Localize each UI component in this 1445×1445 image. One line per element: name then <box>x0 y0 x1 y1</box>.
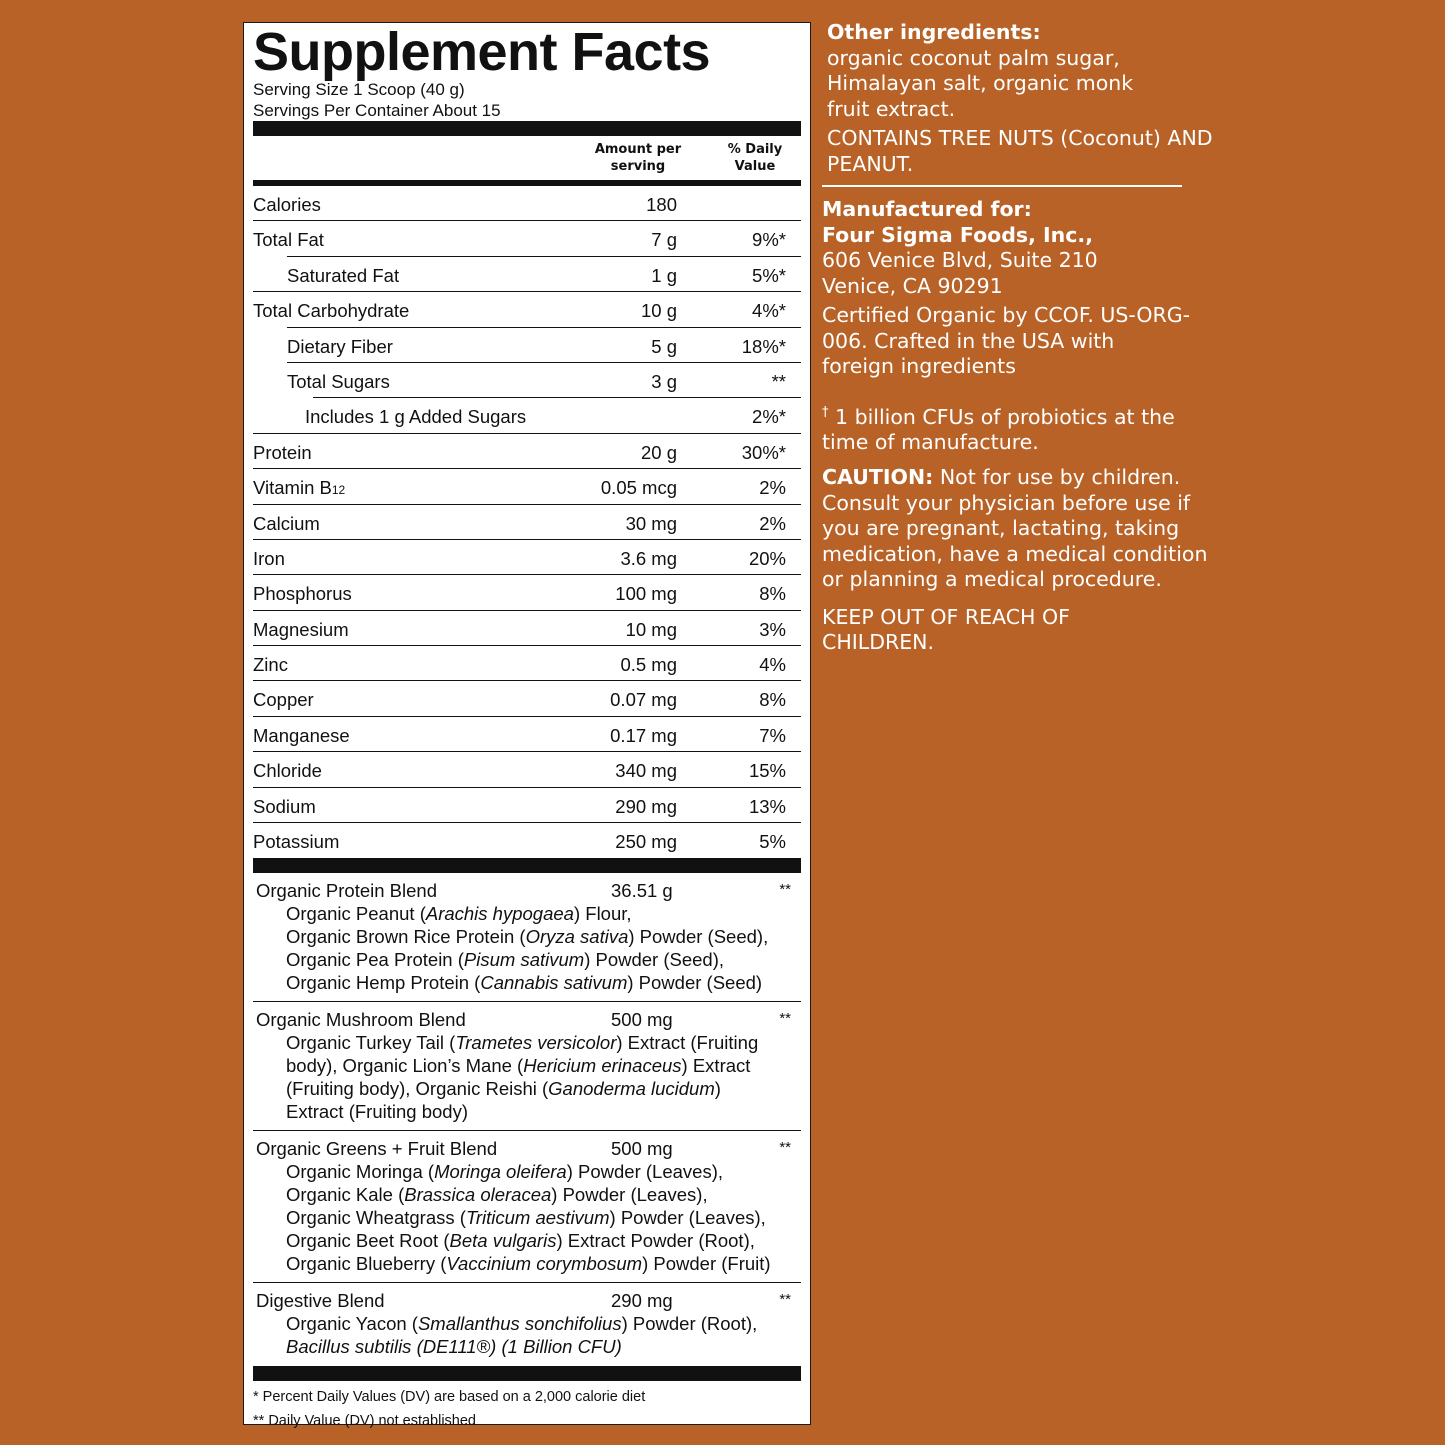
nutrient-name: Vitamin B12 <box>253 477 346 499</box>
nutrient-name: Magnesium <box>253 618 349 640</box>
nutrient-daily-value: 9%* <box>752 229 786 251</box>
nutrient-row <box>253 540 801 575</box>
nutrient-amount: 5 g <box>651 335 677 357</box>
other-ingredients-heading: Other ingredients: <box>827 20 1041 44</box>
ingredient-line: Organic Hemp Protein (Cannabis sativum) Powder (Seed) <box>286 972 763 994</box>
nutrient-row <box>253 752 801 787</box>
blend-amount: 500 mg <box>611 1138 673 1160</box>
certification-statement: Certified Organic by CCOF. US-ORG-006. Crafted in the USA with foreign ingredients <box>822 303 1190 378</box>
blend-section <box>253 1002 801 1131</box>
nutrient-daily-value: 20% <box>748 547 786 569</box>
blend-section <box>253 1131 801 1283</box>
blend-daily-value: ** <box>779 1291 791 1309</box>
nutrient-amount: 3.6 mg <box>620 547 677 569</box>
nutrient-row <box>253 646 801 681</box>
manufacturer-address-line2: Venice, CA 90291 <box>822 273 1003 298</box>
nutrient-row <box>253 328 801 363</box>
ingredient-line: Organic Brown Rice Protein (Oryza sativa) Powder (Seed), <box>286 926 769 948</box>
nutrient-row <box>253 823 801 858</box>
header-dv: % Daily Value <box>727 142 783 174</box>
nutrient-name: Includes 1 g Added Sugars <box>305 406 527 428</box>
supplement-facts-panel <box>243 22 811 1430</box>
nutrient-daily-value: 2% <box>759 512 786 534</box>
probiotic-note <box>822 400 1212 456</box>
allergen-statement: CONTAINS TREE NUTS (Coconut) AND PEANUT. <box>827 126 1213 176</box>
nutrient-name: Dietary Fiber <box>287 335 393 357</box>
serving-size: Serving Size 1 Scoop (40 g) <box>253 80 465 99</box>
nutrient-amount: 180 <box>646 194 677 215</box>
nutrient-amount: 0.5 mg <box>620 654 677 676</box>
nutrient-row <box>253 681 801 716</box>
nutrient-daily-value: 13% <box>748 795 786 817</box>
blend-ingredients <box>253 1031 801 1123</box>
ingredient-line: Organic Pea Protein (Pisum sativum) Powder (Seed), <box>286 949 725 971</box>
servings-per-container: Servings Per Container About 15 <box>253 101 501 120</box>
nutrient-row <box>253 292 801 327</box>
manufacturer-address-line1: 606 Venice Blvd, Suite 210 <box>822 248 1098 272</box>
panel-inner <box>253 23 801 1433</box>
nutrient-daily-value: ** <box>771 370 786 392</box>
nutrient-row <box>253 505 801 540</box>
thick-divider <box>253 1366 801 1381</box>
nutrient-daily-value: 5% <box>759 831 786 853</box>
ingredient-line: Organic Wheatgrass (Triticum aestivum) Powder (Leaves), <box>286 1207 766 1229</box>
latin-name: Arachis hypogaea <box>425 903 574 925</box>
nutrient-name: Phosphorus <box>253 583 352 605</box>
nutrient-daily-value: 4%* <box>752 300 786 322</box>
nutrient-daily-value: 2%* <box>752 406 786 428</box>
nutrient-row <box>253 363 801 398</box>
ingredient-line: Organic Beet Root (Beta vulgaris) Extract Powder (Root), <box>286 1230 755 1252</box>
nutrient-row <box>253 434 801 469</box>
latin-name: Oryza sativa <box>525 926 629 948</box>
latin-name: Smallanthus sonchifolius <box>417 1313 622 1335</box>
blend-daily-value: ** <box>779 1139 791 1157</box>
keep-out-warning: KEEP OUT OF REACH OF CHILDREN. <box>822 604 1070 655</box>
nutrient-amount: 250 mg <box>615 831 677 853</box>
nutrient-amount: 7 g <box>651 229 677 251</box>
header-amount: Amount per serving <box>594 142 682 174</box>
blend-amount: 36.51 g <box>611 880 673 902</box>
footnote-dv: * Percent Daily Values (DV) are based on a 2,000 calorie diet <box>253 1389 646 1406</box>
ingredient-line: Organic Blueberry (Vaccinium corymbosum) Powder (Fruit) <box>286 1253 771 1275</box>
nutrient-daily-value: 3% <box>759 618 786 640</box>
nutrient-amount: 290 mg <box>615 795 677 817</box>
nutrient-amount: 100 mg <box>615 583 677 605</box>
nutrient-row <box>253 717 801 752</box>
blend-daily-value: ** <box>779 1010 791 1028</box>
nutrient-name: Manganese <box>253 724 350 746</box>
thick-divider <box>253 858 801 873</box>
caution-text: Not for use by children. Consult your physician before use if you are pregnant, lactating, taking medication, have a medical condition or planning a medical procedure. <box>822 465 1208 592</box>
blend-section <box>253 1283 801 1366</box>
nutrient-name: Chloride <box>253 760 322 782</box>
ingredient-line <box>286 1335 795 1358</box>
nutrient-daily-value: 30%* <box>741 441 786 463</box>
nutrient-amount: 340 mg <box>615 760 677 782</box>
dagger-symbol: † <box>822 404 829 420</box>
nutrient-name: Iron <box>253 547 285 569</box>
nutrient-daily-value: 15% <box>748 760 786 782</box>
nutrient-daily-value: 4% <box>759 654 786 676</box>
nutrient-row <box>253 221 801 256</box>
nutrient-row <box>253 257 801 292</box>
manufacturer-company: Four Sigma Foods, Inc., <box>822 222 1093 247</box>
column-header <box>253 136 801 180</box>
ingredient-line: Organic Turkey Tail (Trametes versicolor) Extract (Fruiting <box>286 1032 759 1054</box>
nutrient-amount: 1 g <box>651 264 677 286</box>
footnote-not-established: ** Daily Value (DV) not established <box>253 1413 476 1430</box>
blend-name: Digestive Blend <box>256 1290 385 1312</box>
nutrient-row <box>253 788 801 823</box>
blend-name: Organic Greens + Fruit Blend <box>256 1138 498 1160</box>
latin-name: Cannabis sativum <box>480 972 628 994</box>
latin-name: Ganoderma lucidum <box>548 1078 715 1100</box>
ingredient-line: (Fruiting body), Organic Reishi (Ganoderma lucidum) <box>286 1078 721 1100</box>
other-ingredients-text: organic coconut palm sugar, Himalayan salt, organic monk fruit extract. <box>827 45 1134 121</box>
nutrient-daily-value: 8% <box>759 583 786 605</box>
side-divider <box>822 185 1182 187</box>
nutrient-daily-value: 2% <box>759 477 786 499</box>
blend-ingredients <box>253 902 801 994</box>
blend-section <box>253 873 801 1002</box>
ingredient-line: Extract (Fruiting body) <box>286 1101 468 1123</box>
nutrient-amount: 0.07 mg <box>610 689 677 711</box>
ingredient-line: Organic Peanut (Arachis hypogaea) Flour, <box>286 903 632 925</box>
side-information <box>822 20 1222 656</box>
blend-list <box>253 873 801 1366</box>
nutrient-subscript: 12 <box>331 483 346 498</box>
nutrient-name: Potassium <box>253 831 340 853</box>
nutrient-daily-value: 7% <box>759 724 786 746</box>
panel-title: Supplement Facts <box>253 22 711 82</box>
nutrient-rows <box>253 186 801 858</box>
blend-ingredients <box>253 1312 801 1358</box>
nutrient-amount: 3 g <box>651 370 677 392</box>
nutrient-daily-value: 5%* <box>752 264 786 286</box>
latin-name: Pisum sativum <box>463 949 585 971</box>
nutrient-row <box>253 186 801 221</box>
nutrient-row <box>253 469 801 504</box>
ingredient-line: body), Organic Lion’s Mane (Hericium erinaceus) Extract <box>286 1055 751 1077</box>
nutrient-name: Copper <box>253 689 314 711</box>
nutrient-name: Sodium <box>253 795 316 817</box>
ingredient-line: Organic Kale (Brassica oleracea) Powder (Leaves), <box>286 1184 708 1206</box>
caution-label: CAUTION: <box>822 465 934 490</box>
caution-statement <box>822 465 1212 593</box>
nutrient-name: Calcium <box>253 512 320 534</box>
blend-daily-value: ** <box>779 881 791 899</box>
latin-name: Trametes versicolor <box>455 1032 617 1054</box>
blend-name: Organic Protein Blend <box>256 880 437 902</box>
thick-divider <box>253 121 801 136</box>
nutrient-name: Calories <box>253 194 321 215</box>
latin-name: Hericium erinaceus <box>523 1055 682 1077</box>
nutrient-row <box>253 611 801 646</box>
blend-amount: 290 mg <box>611 1290 673 1312</box>
blend-ingredients <box>253 1160 801 1275</box>
ingredient-line: Organic Moringa (Moringa oleifera) Powder (Leaves), <box>286 1161 724 1183</box>
nutrient-amount: 20 g <box>640 441 677 463</box>
manufacturer-heading: Manufactured for: <box>822 197 1032 221</box>
footnotes <box>253 1381 801 1433</box>
nutrient-amount: 0.17 mg <box>610 724 677 746</box>
nutrient-name: Total Carbohydrate <box>253 300 410 322</box>
nutrient-amount: 10 mg <box>625 618 677 640</box>
nutrient-name: Protein <box>253 441 312 463</box>
blend-amount: 500 mg <box>611 1009 673 1031</box>
ingredient-line: Organic Yacon (Smallanthus sonchifolius) Powder (Root), <box>286 1313 758 1335</box>
nutrient-daily-value: 18%* <box>741 335 786 357</box>
blend-name: Organic Mushroom Blend <box>256 1009 466 1031</box>
latin-name: Moringa oleifera <box>434 1161 567 1183</box>
nutrient-row <box>253 575 801 610</box>
latin-name: Bacillus subtilis (DE111®) (1 Billion CFU) <box>286 1336 622 1358</box>
nutrient-row <box>253 398 801 433</box>
nutrient-amount: 0.05 mcg <box>600 477 677 499</box>
nutrient-amount: 10 g <box>640 300 677 322</box>
probiotic-text: 1 billion CFUs of probiotics at the time of manufacture. <box>822 404 1175 454</box>
latin-name: Vaccinium corymbosum <box>446 1253 643 1275</box>
latin-name: Brassica oleracea <box>404 1184 552 1206</box>
nutrient-name: Saturated Fat <box>287 264 400 286</box>
nutrient-amount: 30 mg <box>625 512 677 534</box>
nutrient-name: Total Sugars <box>287 370 390 392</box>
nutrient-name: Zinc <box>253 654 288 676</box>
nutrient-daily-value: 8% <box>759 689 786 711</box>
nutrient-name: Total Fat <box>253 229 324 251</box>
latin-name: Beta vulgaris <box>449 1230 557 1252</box>
latin-name: Triticum aestivum <box>465 1207 610 1229</box>
